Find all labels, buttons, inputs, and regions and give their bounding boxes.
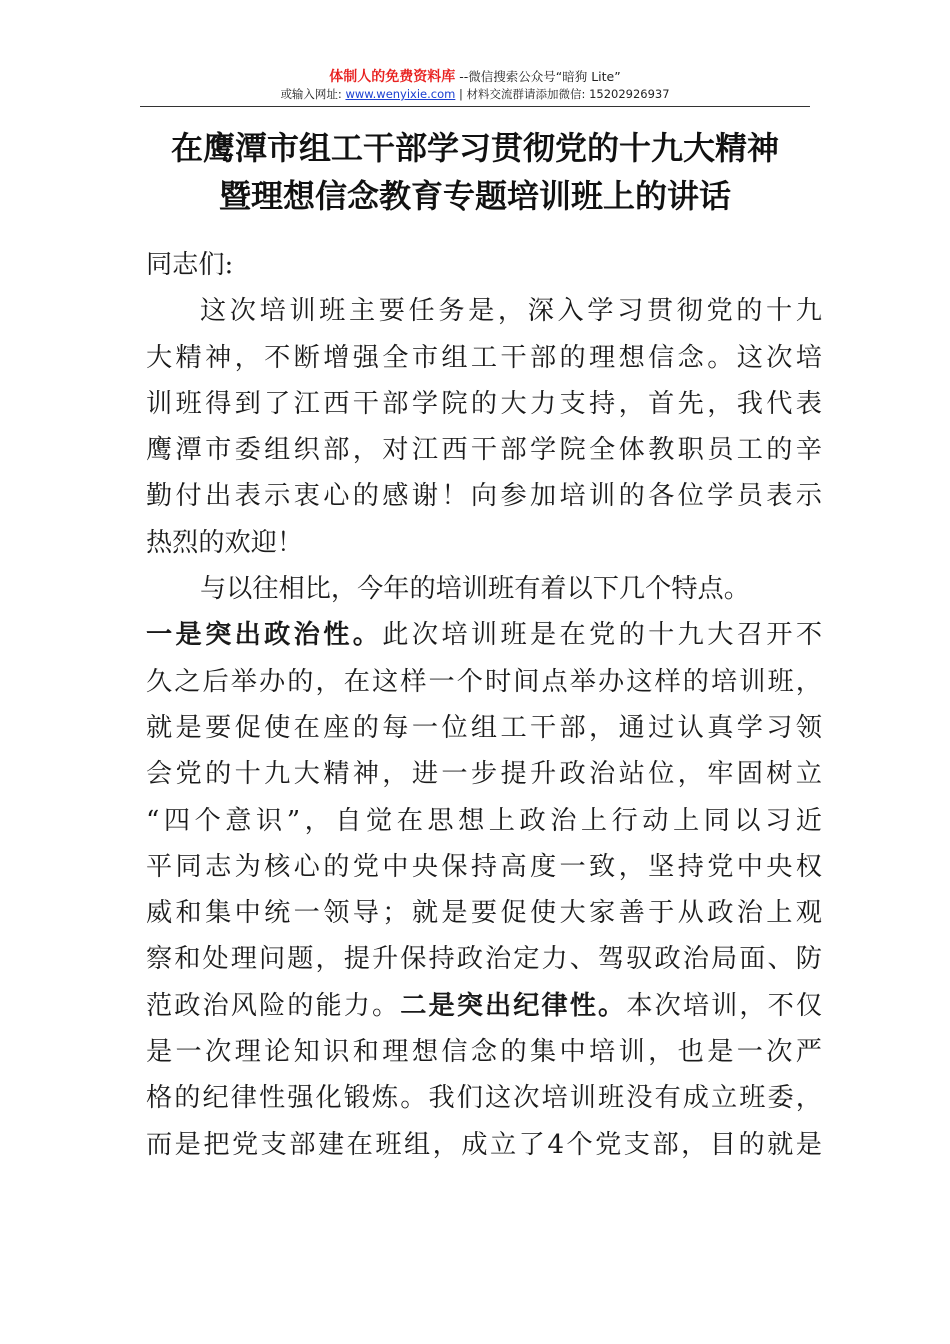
text-line: 与以往相比，今年的培训班有着以下几个特点。 xyxy=(200,574,750,605)
text-line: 而是把党支部建在班组，成立了4个党支部，目的就是 xyxy=(146,1129,822,1160)
text-line: 格的纪律性强化锻炼。我们这次培训班没有成立班委， xyxy=(146,1083,822,1114)
point-2-text: 本次培训，不仅 xyxy=(626,990,823,1021)
website-link[interactable]: www.wenyixie.com xyxy=(345,87,456,101)
point-2-label: 二是突出纪律性。 xyxy=(400,989,627,1021)
document-body xyxy=(146,242,822,1168)
title-line-2: 暨理想信念教育专题培训班上的讲话 xyxy=(218,177,731,215)
text-line: 热烈的欢迎！ xyxy=(146,527,304,558)
point-1-text: 此次培训班是在党的十九大召开不 xyxy=(382,620,823,651)
salutation: 同志们: xyxy=(146,250,234,280)
text-line: 威和集中统一领导；就是要促使大家善于从政治上观 xyxy=(146,898,822,929)
url-prefix: 或输入网址: xyxy=(280,87,342,101)
header-line-2 xyxy=(140,86,810,103)
brand-name: 体制人的免费资料库 xyxy=(329,69,456,85)
text-line: “四个意识”，自觉在思想上政治上行动上同以习近 xyxy=(146,805,822,836)
point-1-tail: 范政治风险的能力。 xyxy=(146,990,401,1021)
text-line: 训班得到了江西干部学院的大力支持，首先，我代表 xyxy=(146,388,822,419)
text-line: 大精神，不断增强全市组工干部的理想信念。这次培 xyxy=(146,342,822,373)
text-line: 鹰潭市委组织部，对江西干部学院全体教职员工的辛 xyxy=(146,435,822,466)
point-2-first-line xyxy=(146,983,822,1029)
title-line-1: 在鹰潭市组工干部学习贯彻党的十九大精神 xyxy=(170,129,779,167)
text-line: 久之后举办的，在这样一个时间点举办这样的培训班， xyxy=(146,666,822,697)
point-1-label: 一是突出政治性。 xyxy=(146,619,383,651)
text-line: 就是要促使在座的每一位组工干部，通过认真学习领 xyxy=(146,712,822,743)
text-line: 是一次理论知识和理想信念的集中培训，也是一次严 xyxy=(146,1037,822,1068)
page-header xyxy=(140,68,810,103)
text-line: 察和处理问题，提升保持政治定力、驾驭政治局面、防 xyxy=(146,944,822,975)
point-1-first-line xyxy=(146,612,822,658)
contact-info: | 材料交流群请添加微信: 15202926937 xyxy=(459,87,670,101)
document-title xyxy=(120,124,830,220)
text-line: 勤付出表示衷心的感谢！向参加培训的各位学员表示 xyxy=(146,481,822,512)
header-divider xyxy=(140,106,810,107)
header-line-1 xyxy=(140,68,810,86)
wechat-note: --微信搜索公众号“暗狗 Lite” xyxy=(459,69,621,84)
text-line: 会党的十九大精神，进一步提升政治站位，牢固树立 xyxy=(146,759,822,790)
text-line: 平同志为核心的党中央保持高度一致，坚持党中央权 xyxy=(146,851,822,882)
text-line: 这次培训班主要任务是，深入学习贯彻党的十九 xyxy=(200,296,822,327)
